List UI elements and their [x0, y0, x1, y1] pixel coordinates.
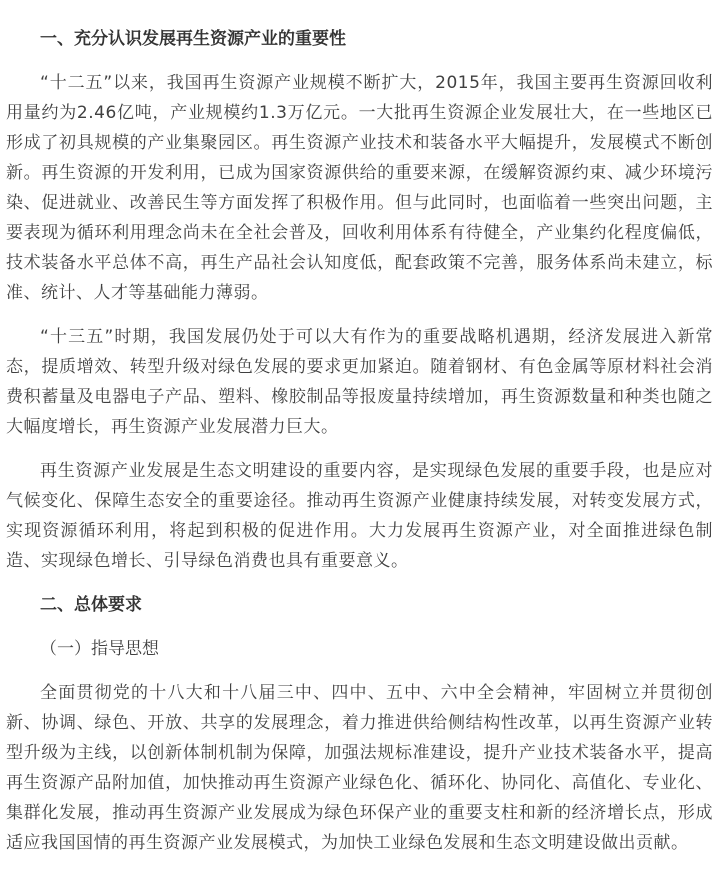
- section-heading-importance: 一、充分认识发展再生资源产业的重要性: [40, 29, 346, 49]
- paragraph-guiding-ideology-body: 全面贯彻党的十八大和十八届三中、四中、五中、六中全会精神，牢固树立并贯彻创新、协调、绿色、开放、共享的发展理念，着力推进供给侧结构性改革，以再生资源产业转型升级为主线，以创新体制机制为保障，加强法规标准建设，提升产业技术装备水平，提高再生资源产品附加值，加快推动再生资源产业绿色化、循环化、协同化、高值化、专业化、集群化发展，推动再生资源产业发展成为绿色环保产业的重要支柱和新的经济增长点，形成适应我国国情的再生资源产业发展模式，为加快工业绿色发展和生态文明建设做出贡献。: [6, 683, 713, 853]
- subsection-heading-guiding-ideology: （一）指导思想: [40, 639, 159, 659]
- section-heading-overall-requirements: 二、总体要求: [40, 595, 142, 615]
- paragraph-13th-five-year-outlook: “十三五”时期，我国发展仍处于可以大有作为的重要战略机遇期，经济发展进入新常态，提质增效、转型升级对绿色发展的要求更加紧迫。随着钢材、有色金属等原材料社会消费积蓄量及电器电子产品、塑料、橡胶制品等报废量持续增加，再生资源数量和种类也随之大幅度增长，再生资源产业发展潜力巨大。: [6, 327, 713, 437]
- paragraph-industry-significance: 再生资源产业发展是生态文明建设的重要内容，是实现绿色发展的重要手段，也是应对气候变化、保障生态安全的重要途径。推动再生资源产业健康持续发展，对转变发展方式，实现资源循环利用，将起到积极的促进作用。大力发展再生资源产业，对全面推进绿色制造、实现绿色增长、引导绿色消费也具有重要意义。: [6, 461, 713, 571]
- paragraph-12th-five-year-review: “十二五”以来，我国再生资源产业规模不断扩大，2015年，我国主要再生资源回收利用量约为2.46亿吨，产业规模约1.3万亿元。一大批再生资源企业发展壮大，在一些地区已形成了初具规模的产业集聚园区。再生资源产业技术和装备水平大幅提升，发展模式不断创新。再生资源的开发利用，已成为国家资源供给的重要来源，在缓解资源约束、减少环境污染、促进就业、改善民生等方面发挥了积极作用。但与此同时，也面临着一些突出问题，主要表现为循环利用理念尚未在全社会普及，回收利用体系有待健全，产业集约化程度偏低，技术装备水平总体不高，再生产品社会认知度低，配套政策不完善，服务体系尚未建立，标准、统计、人才等基础能力薄弱。: [6, 73, 713, 303]
